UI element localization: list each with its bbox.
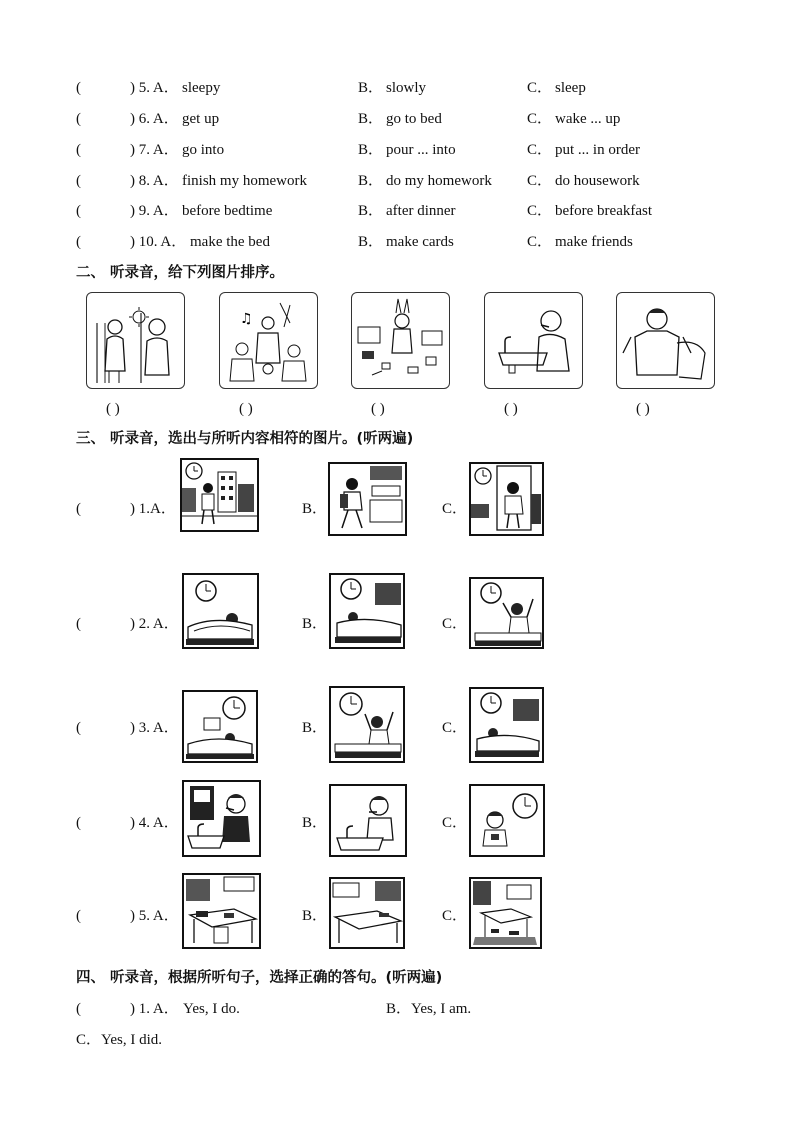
svg-text:♫: ♫	[240, 311, 253, 327]
picture-5b	[329, 877, 405, 949]
option-c-label: C．	[442, 501, 468, 517]
option-b-label: B．	[302, 908, 328, 924]
option-b-label: B．	[302, 616, 328, 632]
option-c-prefix: C．	[527, 173, 553, 189]
picture-2a	[182, 573, 259, 649]
order-picture-4	[484, 292, 583, 389]
option-b-label: B．	[302, 501, 328, 517]
eating-boy-icon	[471, 786, 543, 855]
option-c-prefix: C．	[527, 234, 553, 250]
option-c-label: C．	[442, 815, 468, 831]
picture-4a	[182, 780, 261, 857]
picture-5a	[182, 873, 261, 949]
sleeping-boy-icon	[184, 692, 256, 761]
section-4-heading: 四、 听录音，根据所听句子，选择正确的答句。(听两遍)	[76, 970, 443, 986]
question-number: ) 2. A．	[130, 616, 179, 632]
option-b: after dinner	[386, 203, 456, 219]
question-number: ) 7. A．	[130, 142, 179, 158]
picture-1a	[180, 458, 259, 532]
picture-2b	[329, 573, 405, 649]
picture-1c	[469, 462, 544, 536]
option-c-prefix: C．	[527, 142, 553, 158]
option-b: go to bed	[386, 111, 442, 127]
option-a: get up	[182, 111, 220, 127]
answer-paren[interactable]: (	[76, 142, 81, 158]
option-c: do housework	[555, 173, 640, 189]
answer-paren[interactable]: (	[76, 720, 81, 736]
shirt-icon	[617, 293, 713, 387]
messy-desk-icon	[184, 875, 259, 947]
picture-4c	[469, 784, 545, 857]
option-b: pour ... into	[386, 142, 456, 158]
question-number: ) 10. A．	[130, 234, 187, 250]
sleeping-boy-icon	[184, 575, 257, 647]
option-c: sleep	[555, 80, 586, 96]
option-c: wake ... up	[555, 111, 621, 127]
option-c-prefix: C．	[527, 80, 553, 96]
option-a: finish my homework	[182, 173, 307, 189]
picture-5c	[469, 877, 542, 949]
rabbit-icon	[352, 293, 448, 387]
option-b-prefix: B．	[358, 173, 384, 189]
stretching-boy-icon	[471, 579, 542, 647]
option-b-prefix: B．	[358, 234, 384, 250]
section-2-heading: 二、 听录音，给下列图片排序。	[76, 265, 285, 281]
picture-3c	[469, 687, 544, 763]
order-blank-5[interactable]: ( )	[636, 401, 650, 417]
answer-paren[interactable]: (	[76, 111, 81, 127]
option-b-label: B．	[302, 815, 328, 831]
toothbrush-icon	[485, 293, 581, 387]
shop-icon	[330, 464, 405, 534]
gear-icon	[87, 293, 183, 387]
order-blank-3[interactable]: ( )	[371, 401, 385, 417]
question-number: ) 3. A．	[130, 720, 179, 736]
option-a: before bedtime	[182, 203, 273, 219]
school-building-icon	[182, 460, 257, 530]
option-c: make friends	[555, 234, 633, 250]
toothbrush-icon	[184, 782, 259, 855]
option-c-prefix: C．	[527, 203, 553, 219]
order-picture-3	[351, 292, 450, 389]
bed-icon	[331, 575, 403, 647]
picture-1b	[328, 462, 407, 536]
room-icon	[471, 879, 540, 947]
order-blank-4[interactable]: ( )	[504, 401, 518, 417]
option-c-label: C．	[442, 720, 468, 736]
option-b-label: B．	[302, 720, 328, 736]
answer-paren[interactable]: (	[76, 501, 81, 517]
picture-3a	[182, 690, 258, 763]
stretching-boy-icon	[331, 688, 403, 761]
answer-paren[interactable]: (	[76, 203, 81, 219]
question-number: ) 9. A．	[130, 203, 179, 219]
order-blank-2[interactable]: ( )	[239, 401, 253, 417]
option-c-label: C．	[442, 908, 468, 924]
question-number: ) 1.A．	[130, 501, 176, 517]
section-3-heading: 三、 听录音，选出与所听内容相符的图片。(听两遍)	[76, 431, 414, 447]
picture-4b	[329, 784, 407, 857]
answer-paren[interactable]: (	[76, 815, 81, 831]
question-number: ) 4. A．	[130, 815, 179, 831]
answer-paren[interactable]: (	[76, 616, 81, 632]
answer-paren[interactable]: (	[76, 908, 81, 924]
option-b: do my homework	[386, 173, 492, 189]
question-number: ) 8. A．	[130, 173, 179, 189]
answer-paren[interactable]: (	[76, 234, 81, 250]
washing-face-icon	[331, 786, 405, 855]
picture-3b	[329, 686, 405, 763]
option-c-prefix: C．	[527, 111, 553, 127]
option-a: Yes, I do.	[183, 1001, 240, 1017]
option-c: put ... in order	[555, 142, 640, 158]
order-picture-1	[86, 292, 185, 389]
option-b: B．Yes, I am.	[386, 1001, 472, 1017]
option-b-prefix: B．	[358, 80, 384, 96]
option-a: sleepy	[182, 80, 221, 96]
option-a: go into	[182, 142, 225, 158]
option-b: make cards	[386, 234, 454, 250]
option-c: before breakfast	[555, 203, 653, 219]
order-blank-1[interactable]: ( )	[106, 401, 120, 417]
option-c-label: C．	[442, 616, 468, 632]
order-picture-5	[616, 292, 715, 389]
answer-paren[interactable]: (	[76, 173, 81, 189]
bed-icon	[471, 689, 542, 761]
option-c: C．Yes, I did.	[76, 1032, 162, 1048]
option-b-prefix: B．	[358, 203, 384, 219]
option-a: make the bed	[190, 234, 270, 250]
question-number: ) 5. A．	[130, 80, 179, 96]
question-number: ) 5. A．	[130, 908, 179, 924]
answer-paren[interactable]: (	[76, 80, 81, 96]
tidy-desk-icon	[331, 879, 403, 947]
question-number: ) 1. A．	[130, 1001, 179, 1017]
picture-2c	[469, 577, 544, 649]
option-b: slowly	[386, 80, 427, 96]
answer-paren[interactable]: (	[76, 1001, 81, 1017]
order-picture-2	[219, 292, 318, 389]
question-number: ) 6. A．	[130, 111, 179, 127]
option-b-prefix: B．	[358, 142, 384, 158]
option-b-prefix: B．	[358, 111, 384, 127]
door-icon	[471, 464, 542, 534]
music-icon	[220, 293, 316, 387]
